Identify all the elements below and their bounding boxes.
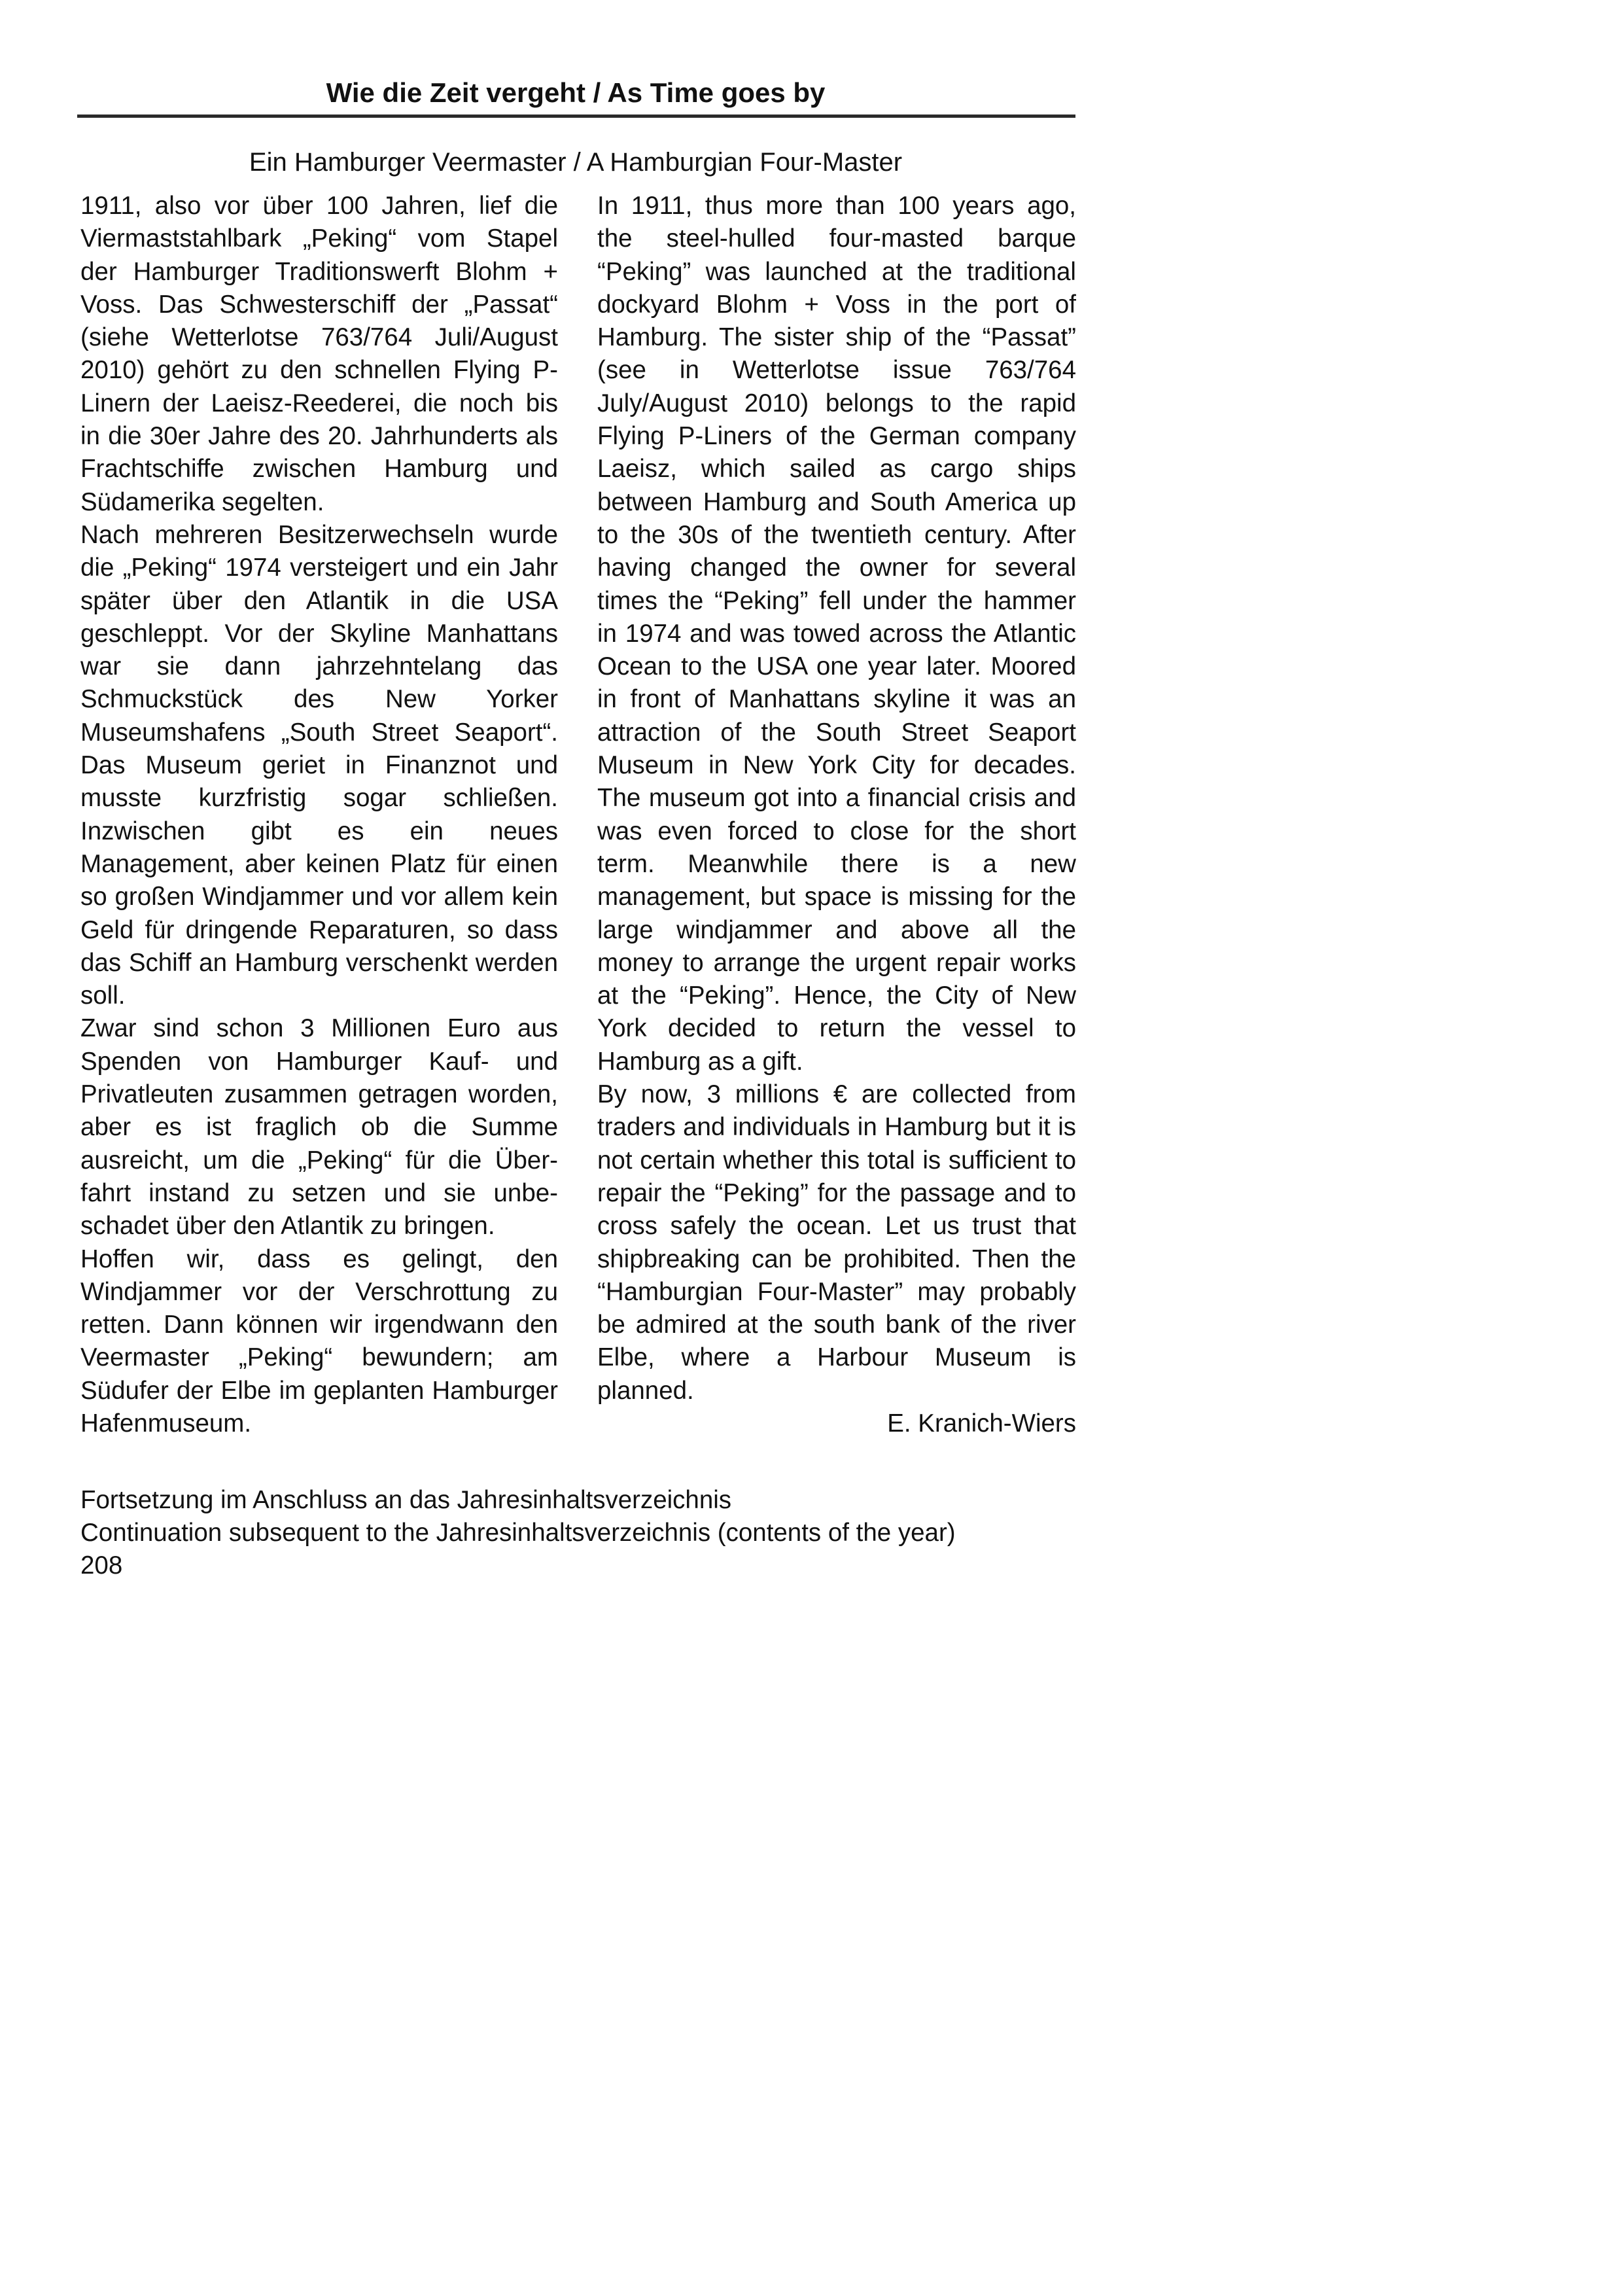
english-paragraph: In 1911, thus more than 100 years ago, the steel-hulled four-masted barque “Peking” was launched at the traditional dockyard Blohm + Voss in the port of Hamburg. The sister ship of the “Passat” (see in Wetterlotse issue 763/764 July/August 2010) belongs to the rapid Flying P-Liners of the German company Laeisz, which sailed as cargo ships between Hamburg and South America up to the 30s of the twentieth century. After having changed the owner for several times the “Peking” fell under the hammer in 1974 and was towed across the Atlantic Ocean to the USA one year later. Moored in front of Manhattans skyline it was an attraction of the South Street Seaport Museum in New York City for decades. The museum got into a financial crisis and was even forced to close for the short term. Meanwhile there is a new management, but space is missing for the large windjammer and above all the money to arrange the urgent repair works at the “Peking”. Hence, the City of New York decided to return the vessel to Hamburg as a gift. [597, 192, 1076, 1076]
continuation-note [80, 1484, 1101, 1582]
german-paragraph: Zwar sind schon 3 Millionen Euro aus Spenden von Hamburger Kauf- und Privatleuten zusammen getragen worden, aber es ist fraglich ob die Summe ausreicht, um die „Peking“ für die Überfahrt instand zu setzen und sie unbeschadet über den Atlantik zu bringen. [80, 1014, 558, 1241]
running-title: Wie die Zeit vergeht / As Time goes by [326, 77, 826, 108]
english-paragraph: By now, 3 millions € are collected from traders and individuals in Hamburg but it is not certain whether this total is sufficient to repair the “Peking” for the passage and to cross safely the ocean. Let us trust that shipbreaking can be prohibited. Then the “Hamburgian Four-Master” may probably be admired at the south bank of the river Elbe, where a Harbour Museum is planned. [597, 1080, 1076, 1405]
continuation-en: Continuation subsequent to the Jahresinhaltsverzeichnis (contents of the year) [80, 1519, 956, 1547]
german-column [80, 190, 558, 1440]
header-rule [77, 115, 1075, 118]
german-paragraph: Nach mehreren Besitzerwechseln wurde die „Peking“ 1974 versteigert und ein Jahr später über den Atlantik in die USA geschleppt. Vor der Skyline Manhattans war sie dann jahrzehntelang das Schmuckstück des New Yorker Museumshafens „South Street Seaport“. Das Museum geriet in Finanznot und musste kurzfristig sogar schließen. Inzwischen gibt es ein neues Management, aber keinen Platz für einen so großen Windjammer und vor allem kein Geld für dringende Reparaturen, so dass das Schiff an Hamburg verschenkt werden soll. [80, 520, 558, 1010]
article-title: Ein Hamburger Veermaster / A Hamburgian Four-Master [249, 148, 903, 177]
german-paragraph: Hoffen wir, dass es gelingt, den Windjammer vor der Verschrottung zu retten. Dann können wir irgendwann den Veermaster „Peking“ bewundern; am Südufer der Elbe im geplanten Hamburger Hafenmuseum. [80, 1245, 558, 1438]
english-column [597, 190, 1076, 1440]
german-paragraph: 1911, also vor über 100 Jahren, lief die Viermaststahlbark „Peking“ vom Stapel der Hamburger Traditionswerft Blohm + Voss. Das Schwesterschiff der „Passat“ (siehe Wetterlotse 763/764 Juli/August 2010) gehört zu den schnellen Flying P-Linern der Laeisz-Reederei, die noch bis in die 30er Jahre des 20. Jahrhunderts als Frachtschiffe zwischen Hamburg und Südamerika segelten. [80, 192, 558, 516]
author-signature: E. Kranich-Wiers [887, 1409, 1076, 1438]
page-number: 208 [80, 1551, 123, 1580]
continuation-de: Fortsetzung im Anschluss an das Jahresinhaltsverzeichnis [80, 1486, 732, 1514]
